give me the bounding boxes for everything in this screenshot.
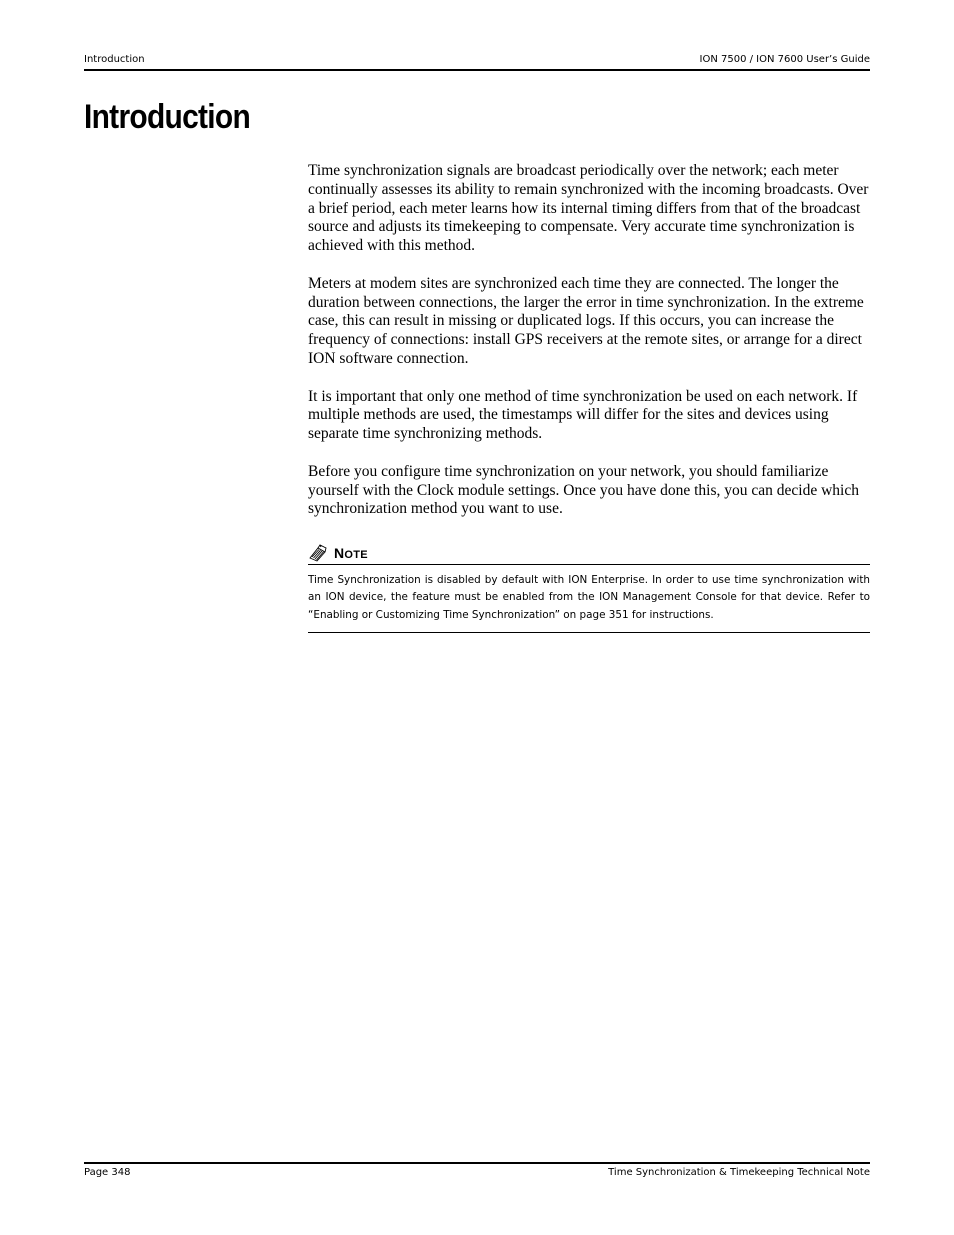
paragraph: Meters at modem sites are synchronized each time they are connected. The longer the duration between connections, the larger the error in time synchronization. In the extreme case, this can result in missing or duplicated logs. If this occurs, you can increase the frequency of connections: install GPS receivers at the remote sites, or arrange for a direct ION software connection. [308, 274, 864, 367]
footer-doc-title: Time Synchronization & Timekeeping Technical Note [608, 1167, 870, 1178]
header-rule [84, 69, 870, 71]
page-footer [84, 1167, 870, 1183]
paragraph: Before you configure time synchronization on your network, you should familiarize yourself with the Clock module settings. Once you have done this, you can decide which synchronization method you want to use. [308, 462, 859, 518]
page-title: Introduction [84, 98, 251, 136]
note-rule-bottom [308, 632, 870, 633]
page-header [84, 52, 870, 70]
header-section: Introduction [84, 54, 145, 65]
header-guide-title: ION 7500 / ION 7600 User’s Guide [699, 54, 870, 65]
note-label: NOTE [334, 545, 368, 561]
note-rule-top [308, 564, 870, 565]
note-text: Time Synchronization is disabled by default with ION Enterprise. In order to use time synchronization with an ION device, the feature must be enabled from the ION Management Console for that device. Refer to “Enabling or Customizing Time Synchronization” on page 351 for instructions. [308, 574, 870, 621]
paragraph: Time synchronization signals are broadcast periodically over the network; each meter continually assesses its ability to remain synchronized with the incoming broadcasts. Over a brief period, each meter learns how its internal timing differs from that of the broadcast source and adjusts its timekeeping to compensate. Very accurate time synchronization is achieved with this method. [308, 162, 869, 255]
body-text [308, 162, 870, 538]
note-pad-icon [308, 544, 328, 562]
footer-rule [84, 1162, 870, 1164]
page-number: Page 348 [84, 1167, 131, 1178]
paragraph: It is important that only one method of time synchronization be used on each network. If multiple methods are used, the timestamps will differ for the sites and devices using separate time synchronizing methods. [308, 387, 858, 443]
note-heading [308, 542, 368, 564]
